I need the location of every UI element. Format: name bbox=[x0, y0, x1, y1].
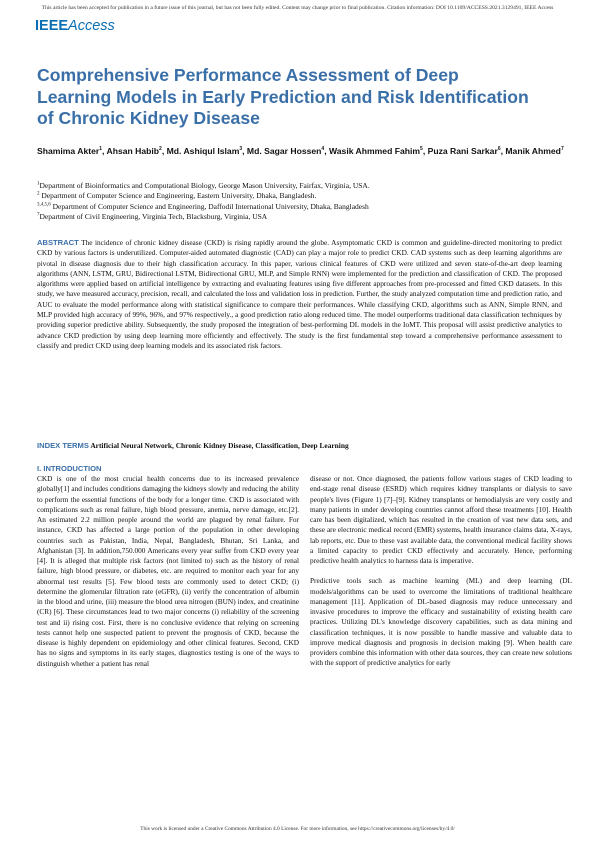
intro-column-right bbox=[310, 474, 572, 669]
author-name: Manik Ahmed bbox=[505, 146, 561, 156]
abstract-text: The incidence of chronic kidney disease (CKD) is rising rapidly around the globe. Asymptomatic CKD is common and guideline-directed monitoring to predict CKD by various factors is underutilized. Computer-aided automated diagnostic (CAD) can play a major role to predict CKD. CAD systems such as deep learning algorithms are pivotal in disease diagnosis due to their high classification accuracy. In this paper, various clinical features of CKD were utilized and seven state-of-the-art deep learning algorithms (ANN, LSTM, GRU, Bidirectional LSTM, Bidirectional GRU, MLP, and Simple RNN) were implemented for the prediction and classification of CKD. The proposed algorithms were applied based on artificial intelligence by extracting and evaluating features using five different approaches from pre-processed and fitted CKD datasets. In this study, we have measured accuracy, precision, recall, and calculated the loss and validation loss in prediction. Further, the study analyzed computation time and prediction ratio, and AUC to evaluate the model performance along with statistical significance to compare their performances. While classifying CKD, algorithms such as ANN, Simple RNN, and MLP provided high accuracy of 99%, 96%, and 97% respectively., a good prediction ratio along reduced time. The model outperforms traditional data classification techniques by providing superior predictive ability. Subsequently, the study proposed the integration of best-performing DL models in the IoMT. This proposal will assist predictive analytics to advance CKD prediction by using deep learning more efficiently and effectively. The study is the first fundamental step toward a comprehensive performance assessment to classify and predict CKD using deep learning models and its associated risk factors. bbox=[37, 238, 562, 350]
affiliation-mark: 3,4,5,6 bbox=[37, 202, 51, 208]
author-name: Shamima Akter bbox=[37, 146, 100, 156]
author-affiliation-mark: 6 bbox=[497, 146, 501, 153]
author-name: Ahsan Habib bbox=[106, 146, 160, 156]
index-terms-heading: INDEX TERMS bbox=[37, 441, 89, 450]
affiliation-text: Department of Computer Science and Engineering, Daffodil International University, Dhaka, Bangladesh bbox=[50, 201, 369, 211]
publication-notice: This article has been accepted for publication in a future issue of this journal, but has not been fully edited. Content may change prior to final publication. Citation information: DOI 10.1109/ACCESS.2021.3129491, IEEE Access bbox=[41, 5, 554, 11]
affiliation-mark: 7 bbox=[37, 212, 40, 218]
author-affiliation-mark: 4 bbox=[321, 146, 325, 153]
abstract-heading: ABSTRACT bbox=[37, 238, 79, 247]
author-name: Md. Sagar Hossen bbox=[246, 146, 322, 156]
paper-title: Comprehensive Performance Assessment of Deep Learning Models in Early Prediction and Risk Identification of Chronic Kidney Disease bbox=[37, 65, 529, 128]
author-affiliation-mark: 2 bbox=[159, 146, 162, 153]
intro-column-left bbox=[37, 474, 299, 669]
affiliation-mark: 2 bbox=[37, 191, 40, 197]
author-name: Puza Rani Sarkar bbox=[427, 146, 498, 156]
section-heading-introduction: I. INTRODUCTION bbox=[37, 464, 102, 473]
author-name: Md. Ashiqul Islam bbox=[166, 146, 240, 156]
intro-paragraph: CKD is one of the most crucial health concerns due to its increased prevalence globally[1] and includes conditions damaging the kidneys slowly and reducing the ability to perform the essential functions of the body for a longer time. CKD is associated with complications such as renal failure, high blood pressure, anemia, nerve damage, etc.[2]. An estimated 2.2 million people around the world are plagued by renal failure. For instance, CKD has affected a large portion of the population in other developing countries such as Pakistan, India, Nepal, Bangladesh, Bhutan, Sri Lanka, and Afghanistan [3]. In addition,750.000 Americans every year suffer from CKD every year [4]. It is alleged that multiple risk factors (not limited to) such as the history of renal failure, high blood pressure, or diabetes, etc. are required to monitor each year for any abnormal test results [5]. Few blood tests are commonly used to detect CKD; (i) determine the glomerular filtration rate (eGFR), (ii) verify the concentration of albumin in the blood and urine, (iii) measure the blood urea nitrogen (BUN) index, and creatinine (CR) [6]. These circumstances lead to two major concerns (i) reliability of the screening test and ii) rising cost. First, there is no conclusive evidence that relying on screening tests cannot help one suspected patient to prevent the prognosis of CKD, because the disease is highly dependent on epidemiology and other clinical features. Second, CKD has no signs and symptoms in its early stages, diagnostics testing is one of the ways to distinguish whether a patient has renal bbox=[37, 474, 299, 668]
affiliation-mark: 1 bbox=[37, 181, 40, 187]
index-terms bbox=[37, 441, 562, 451]
author-affiliation-mark: 3 bbox=[239, 146, 243, 153]
affiliation-text: Department of Bioinformatics and Computational Biology, George Mason University, Fairfax, Virginia, USA. bbox=[39, 181, 370, 190]
author-list: Shamima Akter$^1$, Ahsan Habib$^2$, Md. Ashiqul Islam$^3$, Md. Sagar Hossen$^4$, Wasik Ahmmed Fahim$^5$, Puza Rani Sarkar$^6$, Manik Ahmed$^7$ bbox=[37, 146, 564, 156]
journal-logo bbox=[35, 18, 115, 34]
affiliations bbox=[37, 181, 577, 222]
affiliation-line bbox=[37, 202, 577, 212]
index-terms-text: Artificial Neural Network, Chronic Kidney Disease, Classification, Deep Learning bbox=[88, 441, 349, 450]
abstract bbox=[37, 238, 562, 351]
affiliation-line bbox=[37, 212, 577, 222]
affiliation-line bbox=[37, 181, 577, 191]
author-name: Wasik Ahmmed Fahim bbox=[328, 146, 421, 156]
license-footer: This work is licensed under a Creative Commons Attribution 4.0 License. For more information, see https://creativecommons.org/licenses/by/4.0/ bbox=[140, 826, 455, 832]
logo-access: Access bbox=[68, 18, 115, 34]
logo-ieee: IEEE bbox=[35, 18, 69, 34]
author-affiliation-mark: 7 bbox=[560, 146, 564, 153]
affiliation-line bbox=[37, 191, 577, 201]
affiliation-text: Department of Computer Science and Engineering, Eastern University, Dhaka, Bangladesh. bbox=[39, 191, 317, 201]
author-affiliation-mark: 1 bbox=[99, 146, 103, 153]
author-affiliation-mark: 5 bbox=[420, 146, 423, 153]
intro-paragraph: disease or not. Once diagnosed, the patients follow various stages of CKD leading to end-stage renal disease (ESRD) which requires kidney transplants or dialysis to save people's lives (Figure 1) [7]–[9]. Kidney transplants or hemodialysis are very costly and many patients in under developing countries cannot afford these treatments [10]. Health care has been digitalized, which has resulted in the creation of vast new data sets, and these are electronic medical record (EMR) systems, health insurance claims data, X-rays, lab reports, etc. Due to these vast available data, the conventional medical facility shows a limited capacity to predict CKD effectively and accurately. Hence, performing predictive health analytics to harness data is imperative. bbox=[310, 474, 572, 565]
affiliation-text: Department of Civil Engineering, Virginia Tech, Blacksburg, Virginia, USA bbox=[39, 211, 268, 221]
intro-paragraph: Predictive tools such as machine learning (ML) and deep learning (DL models/algorithms can be used to overcome the limitations of traditional healthcare management [11]. Application of DL-based diagnosis may reduce unnecessary and invasive procedures to improve the efficacy and sustainability of existing health care practices. Utilizing DL's knowledge discovery capabilities, such as data mining and classification techniques, it is now possible to handle massive and valuable data to improve medical diagnosis and prognosis in decision making [9]. When health care providers combine this information with other data sources, they can create new solutions with the support of predictive analytics for early bbox=[310, 576, 573, 668]
